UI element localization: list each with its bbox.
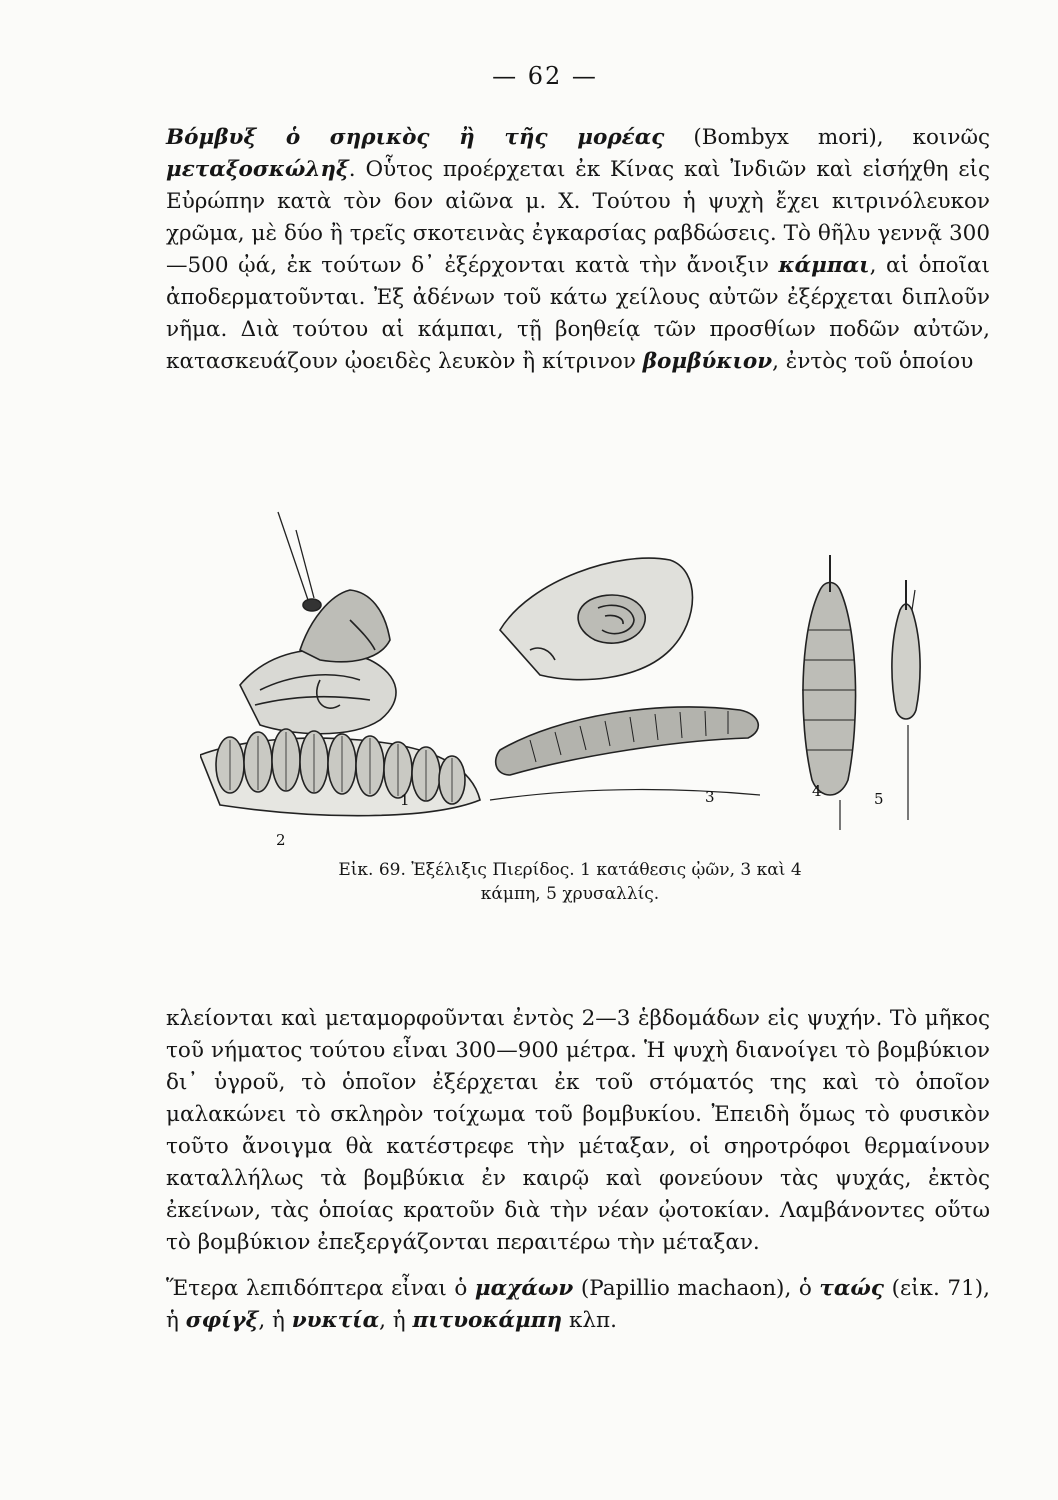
- text-run: κλείονται καὶ μεταμορφοῦνται ἐντὸς 2—3 ἑβδομάδων εἰς ψυχήν. Τὸ μῆκος τοῦ νήματος τούτου εἶναι 300—900 μέτρα. Ἡ ψυχὴ διανοίγει τὸ βομβύκιον δι᾽ ὑγροῦ, τὸ ὁποῖον ἐξέρχεται ἐκ τοῦ στόματός της καὶ τὸ ὁποῖον μαλακώνει τὸ σκληρὸν τοίχωμα τοῦ βομβυκίου. Ἐπειδὴ ὅμως τὸ φυσικὸν τοῦτο ἄνοιγμα θὰ κατέστρεφε τὴν μέταξαν, οἱ σηροτρόφοι θερμαίνουν καταλλήλως τὰ βομβύκια ἐν καιρῷ καὶ φονεύουν τὰς ψυχάς, ἐκτὸς ἐκείνων, τὰς ὁποίας κρατοῦν διὰ τὴν νέαν ᾠοτοκίαν. Λαμβάνοντες οὕτω τὸ βομβύκιον ἐπεξεργάζονται περαιτέρω τὴν μέταξαν.: [166, 1006, 990, 1255]
- bold-term: Βόμβυξ ὁ σηρικὸς ἢ τῆς μορέας: [166, 125, 665, 150]
- text-run: . Οὗτος προέρχεται ἐκ Κίνας καὶ Ἰνδιῶν καὶ εἰσήχθη εἰς Εὐρώπην κατὰ τὸν 6ον αἰῶνα μ. Χ. Τούτου ἡ ψυχὴ ἔχει κιτρινόλευκον χρῶμα, μὲ δύο ἢ τρεῖς σκοτεινὰς ἐγκαρσίας ραβδώσεις. Τὸ θῆλυ γεννᾷ 300—500 ᾠά, ἐκ τούτων δ᾽ ἐξέρχονται κατὰ τὴν ἄνοιξιν: [166, 157, 990, 278]
- bold-term: ταώς: [819, 1276, 884, 1301]
- caption-line-2: κάμπη, 5 χρυσαλλίς.: [480, 884, 660, 904]
- paragraph: [166, 1003, 990, 1259]
- paragraph: [166, 1273, 990, 1337]
- figure-label-5: 5: [874, 790, 884, 808]
- text-run: , ἡ: [379, 1308, 413, 1333]
- text-run: κλπ.: [562, 1308, 618, 1333]
- figure-caption: [210, 858, 930, 906]
- bold-term: σφίγξ: [185, 1308, 259, 1333]
- text-run: (Papillio machaon), ὁ: [573, 1276, 820, 1301]
- text-run: , ἐντὸς τοῦ ὁποίου: [772, 349, 974, 374]
- text-run: (εἰκ. 71), ἡ: [166, 1276, 990, 1333]
- figure-illustration: [200, 500, 940, 850]
- figure-label-1: 1: [400, 791, 410, 809]
- butterfly-drawing: [240, 512, 396, 734]
- bold-term: βομβύκιον: [642, 349, 773, 374]
- text-top: [166, 122, 990, 378]
- text-run: (Bombyx mori), κοινῶς: [664, 125, 991, 150]
- bold-term: μαχάων: [474, 1276, 574, 1301]
- coiled-caterpillar-drawing: [500, 558, 693, 680]
- bold-term: μεταξοσκώληξ: [166, 157, 349, 182]
- bold-term: πιτυοκάμπη: [412, 1308, 563, 1333]
- egg-cluster-drawing: [200, 729, 480, 816]
- figure-label-2: 2: [276, 831, 286, 849]
- paragraph: [166, 122, 990, 378]
- figure-label-4: 4: [812, 782, 822, 800]
- text-run: Ἕτερα λεπιδόπτερα εἶναι ὁ: [166, 1276, 475, 1301]
- bold-term: κάμπαι: [778, 253, 870, 278]
- text-bottom: [166, 1003, 990, 1337]
- text-run: , αἱ ὁποῖαι ἀποδερματοῦνται. Ἐξ ἀδένων τοῦ κάτω χείλους αὐτῶν ἐξέρχεται διπλοῦν νῆμα. Διὰ τούτου αἱ κάμπαι, τῇ βοηθείᾳ τῶν προσθίων ποδῶν αὐτῶν, κατασκευάζουν ᾠοειδὲς λευκὸν ἢ κίτρινον: [166, 253, 990, 374]
- long-caterpillar-drawing: [490, 707, 760, 800]
- bold-term: νυκτία: [291, 1308, 380, 1333]
- text-run: , ἡ: [258, 1308, 292, 1333]
- page-number: — 62 —: [492, 62, 598, 90]
- figure-label-3: 3: [705, 788, 715, 806]
- caption-line-1: Εἰκ. 69. Ἐξέλιξις Πιερίδος. 1 κατάθεσις ᾠῶν, 3 καὶ 4: [338, 860, 802, 880]
- figure-69: [200, 500, 940, 850]
